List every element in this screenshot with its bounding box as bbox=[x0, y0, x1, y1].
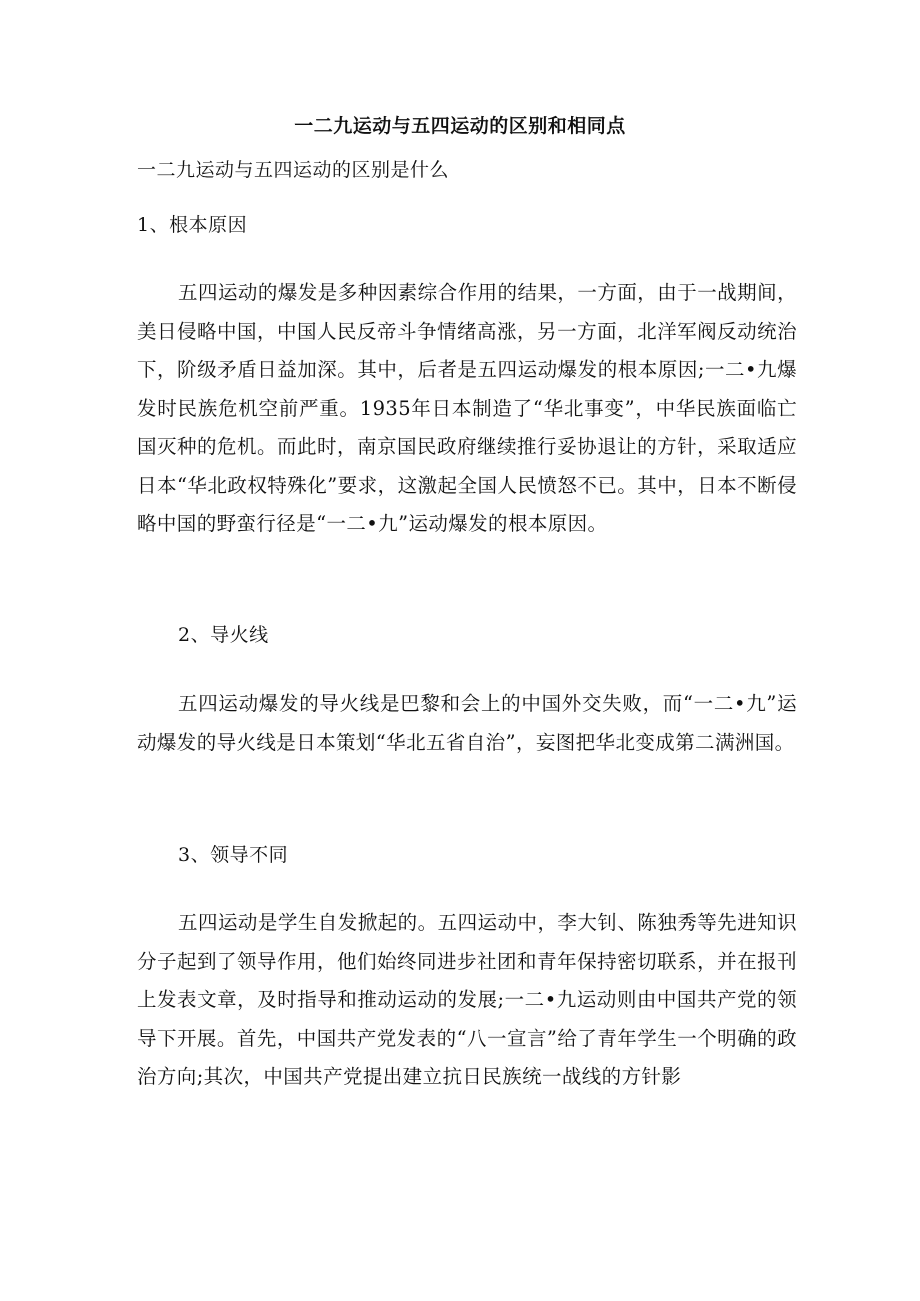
section-paragraph-leadership: 五四运动是学生自发掀起的。五四运动中，李大钊、陈独秀等先进知识分子起到了领导作用，他们始终同进步社团和青年保持密切联系，并在报刊上发表文章，及时指导和推动运动的发展;一二•九运动则由中国共产党的领导下开展。首先，中国共产党发表的“八一宣言”给了青年学生一个明确的政治方向;其次，中国共产党提出建立抗日民族统一战线的方针影 bbox=[137, 911, 797, 1088]
section-paragraph-root-cause: 五四运动的爆发是多种因素综合作用的结果，一方面，由于一战期间，美日侵略中国，中国人民反帝斗争情绪高涨，另一方面，北洋军阀反动统治下，阶级矛盾日益加深。其中，后者是五四运动爆发的根本原因;一二•九爆发时民族危机空前严重。1935年日本制造了“华北事变”，中华民族面临亡国灭种的危机。而此时，南京国民政府继续推行妥协退让的方针，采取适应日本“华北政权特殊化”要求，这激起全国人民愤怒不已。其中，日本不断侵略中国的野蛮行径是“一二•九”运动爆发的根本原因。 bbox=[137, 281, 797, 535]
document-title: 一二九运动与五四运动的区别和相同点 bbox=[294, 115, 626, 137]
section-paragraph-trigger: 五四运动爆发的导火线是巴黎和会上的中国外交失败，而“一二•九”运动爆发的导火线是日本策划“华北五省自治”，妄图把华北变成第二满洲国。 bbox=[137, 692, 797, 754]
section-heading-leadership: 3、领导不同 bbox=[178, 844, 289, 866]
section-heading-trigger: 2、导火线 bbox=[178, 624, 269, 646]
document-subtitle: 一二九运动与五四运动的区别是什么 bbox=[137, 159, 450, 181]
section-heading-root-cause: 1、根本原因 bbox=[137, 214, 248, 236]
